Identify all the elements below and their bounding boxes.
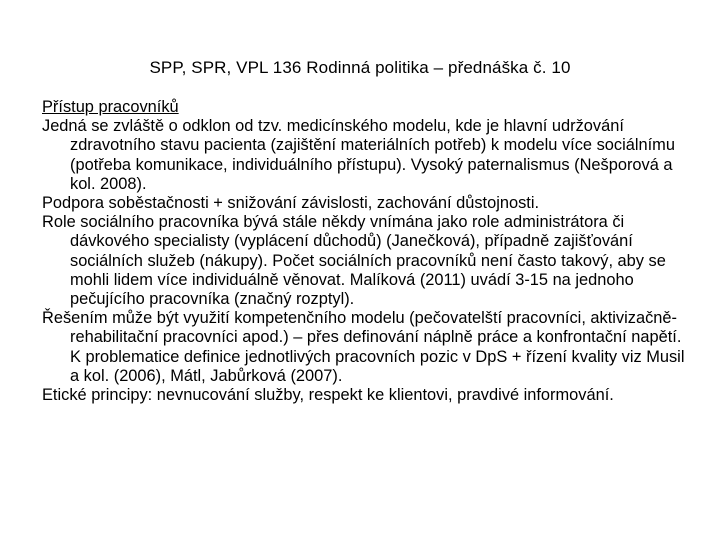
section-heading: Přístup pracovníků — [42, 98, 179, 116]
paragraph-self-sufficiency: Podpora soběstačnosti + snižování závislosti, zachování důstojnosti. — [42, 194, 540, 213]
paragraph-medical-model: Jedná se zvláště o odklon od tzv. medicínského modelu, kde je hlavní udržování zdravotního stavu pacienta (zajištění materiálních potřeb) k modelu více sociálnímu (potřeba komunikace, individuálního přístupu). Vysoký paternalismus (Nešporová a kol. 2008). — [42, 117, 675, 193]
slide-title: SPP, SPR, VPL 136 Rodinná politika – přednáška č. 10 — [149, 58, 571, 77]
slide-content — [42, 98, 692, 405]
paragraph-social-worker-role: Role sociálního pracovníka bývá stále někdy vnímána jako role administrátora či dávkového specialisty (vyplácení důchodů) (Janečková), případně zajišťování sociálních služeb (nákupy). Počet sociálních pracovníků není často takový, aby se mohli lidem více individuálně věnovat. Malíková (2011) uvádí 3-15 na jednoho pečujícího pracovníka (značný rozptyl). — [42, 213, 666, 309]
paragraph-competence-model: Řešením může být využití kompetenčního modelu (pečovatelští pracovníci, aktivizačně-rehabilitační pracovníci apod.) – přes definování náplně práce a konfrontační napětí. K problematice definice jednotlivých pracovních pozic v DpS + řízení kvality viz Musil a kol. (2006), Mátl, Jabůrková (2007). — [42, 309, 685, 385]
paragraph-ethical-principles: Etické principy: nevnucování služby, respekt ke klientovi, pravdivé informování. — [42, 386, 614, 405]
